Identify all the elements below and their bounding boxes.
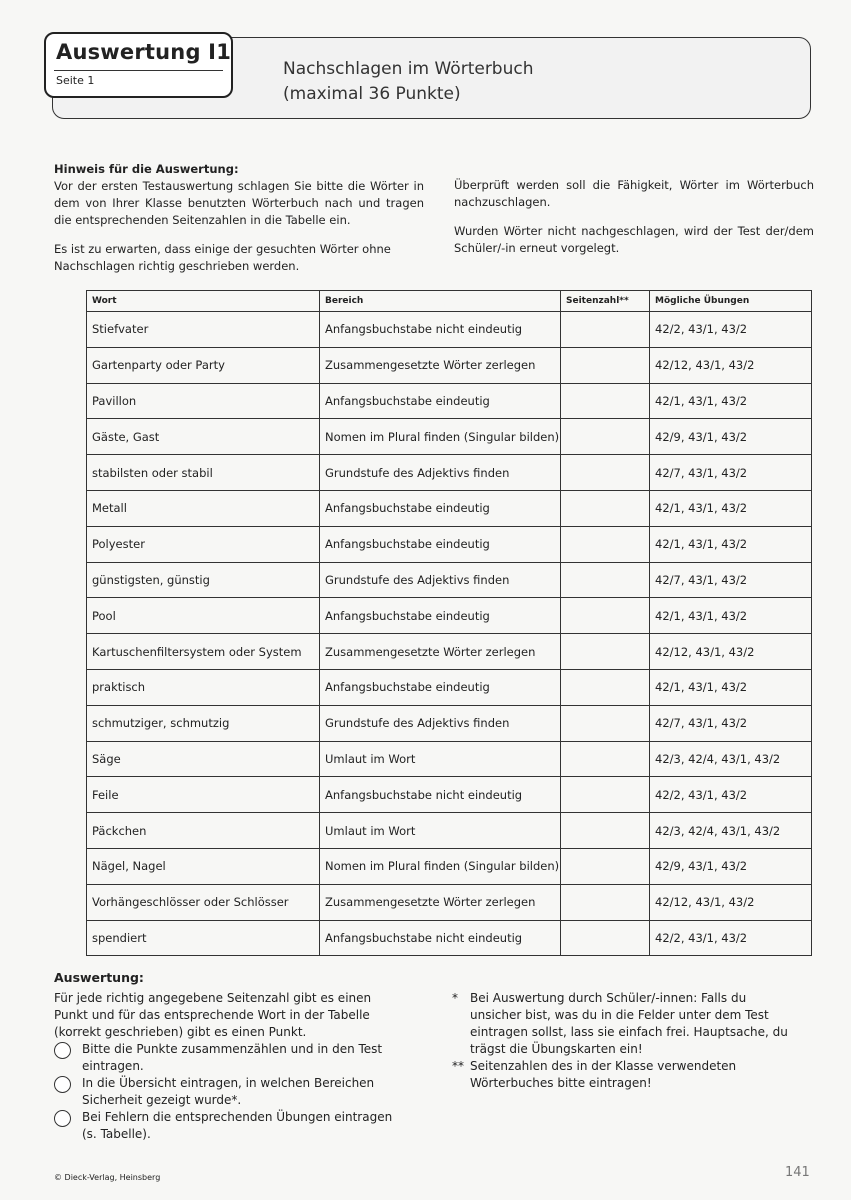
hint-text: Vor der ersten Testauswertung schlagen Sie bitte die Wörter in dem von Ihrer Klasse benutzten Wörterbuch nach und tragen die entsprechenden Seitenzahlen in die Tabelle ein. xyxy=(54,179,424,227)
cell-word: Säge xyxy=(87,741,320,777)
table-row xyxy=(87,562,812,598)
cell-word: Stiefvater xyxy=(87,312,320,348)
section-tag xyxy=(44,32,233,98)
table-row xyxy=(87,705,812,741)
cell-area: Nomen im Plural finden (Singular bilden) xyxy=(320,419,561,455)
evaluation-step xyxy=(54,1109,399,1143)
footnote-mark: ** xyxy=(452,1059,464,1073)
cell-page[interactable] xyxy=(561,777,650,813)
page-title xyxy=(283,57,534,107)
table-row xyxy=(87,848,812,884)
cell-exercises: 42/7, 43/1, 43/2 xyxy=(650,705,812,741)
hint-title: Hinweis für die Auswertung: xyxy=(54,162,239,176)
cell-word: Pool xyxy=(87,598,320,634)
page-title-line-1: Nachschlagen im Wörterbuch xyxy=(283,59,534,79)
cell-page[interactable] xyxy=(561,312,650,348)
cell-area: Nomen im Plural finden (Singular bilden) xyxy=(320,848,561,884)
footnote-mark: * xyxy=(452,991,458,1005)
cell-area: Grundstufe des Adjektivs finden xyxy=(320,705,561,741)
cell-exercises: 42/3, 42/4, 43/1, 43/2 xyxy=(650,741,812,777)
checkbox-circle[interactable] xyxy=(54,1042,71,1059)
cell-exercises: 42/9, 43/1, 43/2 xyxy=(650,848,812,884)
cell-word: schmutziger, schmutzig xyxy=(87,705,320,741)
cell-word: spendiert xyxy=(87,920,320,956)
checkbox-circle[interactable] xyxy=(54,1110,71,1127)
cell-page[interactable] xyxy=(561,562,650,598)
cell-word: Nägel, Nagel xyxy=(87,848,320,884)
evaluation xyxy=(54,969,399,1143)
evaluation-step xyxy=(54,1041,399,1075)
cell-area: Zusammengesetzte Wörter zerlegen xyxy=(320,884,561,920)
cell-area: Grundstufe des Adjektivs finden xyxy=(320,455,561,491)
cell-exercises: 42/7, 43/1, 43/2 xyxy=(650,455,812,491)
cell-page[interactable] xyxy=(561,705,650,741)
cell-word: Feile xyxy=(87,777,320,813)
footnote xyxy=(452,1058,792,1092)
cell-exercises: 42/12, 43/1, 43/2 xyxy=(650,347,812,383)
cell-area: Umlaut im Wort xyxy=(320,813,561,849)
cell-area: Zusammengesetzte Wörter zerlegen xyxy=(320,347,561,383)
cell-exercises: 42/1, 43/1, 43/2 xyxy=(650,490,812,526)
cell-word: stabilsten oder stabil xyxy=(87,455,320,491)
column-header-word: Wort xyxy=(87,291,320,312)
evaluation-text: Für jede richtig angegebene Seitenzahl gibt es einen Punkt und für das entsprechende Wort in der Tabelle (korrekt geschrieben) gibt es einen Punkt. xyxy=(54,991,372,1039)
cell-page[interactable] xyxy=(561,634,650,670)
cell-word: Päckchen xyxy=(87,813,320,849)
cell-area: Zusammengesetzte Wörter zerlegen xyxy=(320,634,561,670)
cell-exercises: 42/1, 43/1, 43/2 xyxy=(650,598,812,634)
table-row xyxy=(87,669,812,705)
cell-area: Anfangsbuchstabe nicht eindeutig xyxy=(320,312,561,348)
cell-exercises: 42/1, 43/1, 43/2 xyxy=(650,669,812,705)
footnote xyxy=(452,990,792,1058)
cell-area: Anfangsbuchstabe eindeutig xyxy=(320,598,561,634)
cell-page[interactable] xyxy=(561,347,650,383)
table-row xyxy=(87,419,812,455)
table-header-row xyxy=(87,291,812,312)
cell-exercises: 42/9, 43/1, 43/2 xyxy=(650,419,812,455)
cell-exercises: 42/2, 43/1, 43/2 xyxy=(650,312,812,348)
table-row xyxy=(87,526,812,562)
cell-page[interactable] xyxy=(561,455,650,491)
evaluation-step xyxy=(54,1075,399,1109)
table-row xyxy=(87,920,812,956)
cell-page[interactable] xyxy=(561,741,650,777)
cell-exercises: 42/1, 43/1, 43/2 xyxy=(650,383,812,419)
divider xyxy=(54,70,223,71)
cell-area: Anfangsbuchstabe nicht eindeutig xyxy=(320,777,561,813)
cell-page[interactable] xyxy=(561,383,650,419)
cell-word: Pavillon xyxy=(87,383,320,419)
cell-page[interactable] xyxy=(561,920,650,956)
cell-page[interactable] xyxy=(561,848,650,884)
table-row xyxy=(87,455,812,491)
section-title: Auswertung I1 xyxy=(56,40,232,64)
table-row xyxy=(87,490,812,526)
table-row xyxy=(87,813,812,849)
cell-area: Anfangsbuchstabe eindeutig xyxy=(320,490,561,526)
page-number: 141 xyxy=(785,1165,810,1180)
cell-word: Gäste, Gast xyxy=(87,419,320,455)
cell-area: Anfangsbuchstabe nicht eindeutig xyxy=(320,920,561,956)
table-row xyxy=(87,312,812,348)
column-header-exercises: Mögliche Übungen xyxy=(650,291,812,312)
table-row xyxy=(87,741,812,777)
word-table xyxy=(86,290,812,956)
table-row xyxy=(87,598,812,634)
column-header-area: Bereich xyxy=(320,291,561,312)
checkbox-circle[interactable] xyxy=(54,1076,71,1093)
cell-exercises: 42/3, 42/4, 43/1, 43/2 xyxy=(650,813,812,849)
cell-page[interactable] xyxy=(561,419,650,455)
intro-left xyxy=(54,161,424,275)
cell-page[interactable] xyxy=(561,598,650,634)
table-row xyxy=(87,347,812,383)
evaluation-step-text: In die Übersicht eintragen, in welchen Bereichen Sicherheit gezeigt wurde*. xyxy=(82,1076,375,1107)
cell-page[interactable] xyxy=(561,490,650,526)
cell-page[interactable] xyxy=(561,669,650,705)
cell-exercises: 42/2, 43/1, 43/2 xyxy=(650,777,812,813)
cell-word: praktisch xyxy=(87,669,320,705)
cell-area: Anfangsbuchstabe eindeutig xyxy=(320,669,561,705)
page-title-line-2: (maximal 36 Punkte) xyxy=(283,84,461,104)
cell-word: Kartuschenfiltersystem oder System xyxy=(87,634,320,670)
table-row xyxy=(87,777,812,813)
footnote-text: Seitenzahlen des in der Klasse verwendeten Wörterbuches bitte eintragen! xyxy=(470,1059,737,1090)
cell-word: Polyester xyxy=(87,526,320,562)
cell-exercises: 42/12, 43/1, 43/2 xyxy=(650,884,812,920)
cell-page[interactable] xyxy=(561,884,650,920)
cell-exercises: 42/2, 43/1, 43/2 xyxy=(650,920,812,956)
expect-text: Es ist zu erwarten, dass einige der gesuchten Wörter ohne Nachschlagen richtig geschrieben werden. xyxy=(54,242,391,273)
publisher-credit: © Dieck-Verlag, Heinsberg xyxy=(54,1173,161,1182)
evaluation-step-text: Bitte die Punkte zusammenzählen und in den Test eintragen. xyxy=(82,1042,383,1073)
table-row xyxy=(87,383,812,419)
cell-page[interactable] xyxy=(561,526,650,562)
intro-right xyxy=(454,177,814,257)
evaluation-title: Auswertung: xyxy=(54,970,144,985)
cell-area: Umlaut im Wort xyxy=(320,741,561,777)
cell-exercises: 42/12, 43/1, 43/2 xyxy=(650,634,812,670)
retest-text: Wurden Wörter nicht nachgeschlagen, wird der Test der/dem Schüler/-in erneut vorgelegt. xyxy=(454,224,814,255)
cell-word: günstigsten, günstig xyxy=(87,562,320,598)
cell-word: Gartenparty oder Party xyxy=(87,347,320,383)
table-row xyxy=(87,884,812,920)
cell-exercises: 42/1, 43/1, 43/2 xyxy=(650,526,812,562)
footnotes xyxy=(452,990,792,1092)
cell-word: Metall xyxy=(87,490,320,526)
section-page: Seite 1 xyxy=(56,74,95,87)
footnote-text: Bei Auswertung durch Schüler/-innen: Falls du unsicher bist, was du in die Felder unter dem Test eintragen sollst, lass sie einfach frei. Hauptsache, du trägst die Übungskarten ein! xyxy=(470,991,788,1056)
cell-area: Anfangsbuchstabe eindeutig xyxy=(320,383,561,419)
cell-area: Grundstufe des Adjektivs finden xyxy=(320,562,561,598)
column-header-page: Seitenzahl** xyxy=(561,291,650,312)
check-text: Überprüft werden soll die Fähigkeit, Wörter im Wörterbuch nachzuschlagen. xyxy=(454,178,814,209)
cell-exercises: 42/7, 43/1, 43/2 xyxy=(650,562,812,598)
cell-page[interactable] xyxy=(561,813,650,849)
cell-area: Anfangsbuchstabe eindeutig xyxy=(320,526,561,562)
table-row xyxy=(87,634,812,670)
evaluation-step-text: Bei Fehlern die entsprechenden Übungen eintragen (s. Tabelle). xyxy=(82,1110,393,1141)
cell-word: Vorhängeschlösser oder Schlösser xyxy=(87,884,320,920)
